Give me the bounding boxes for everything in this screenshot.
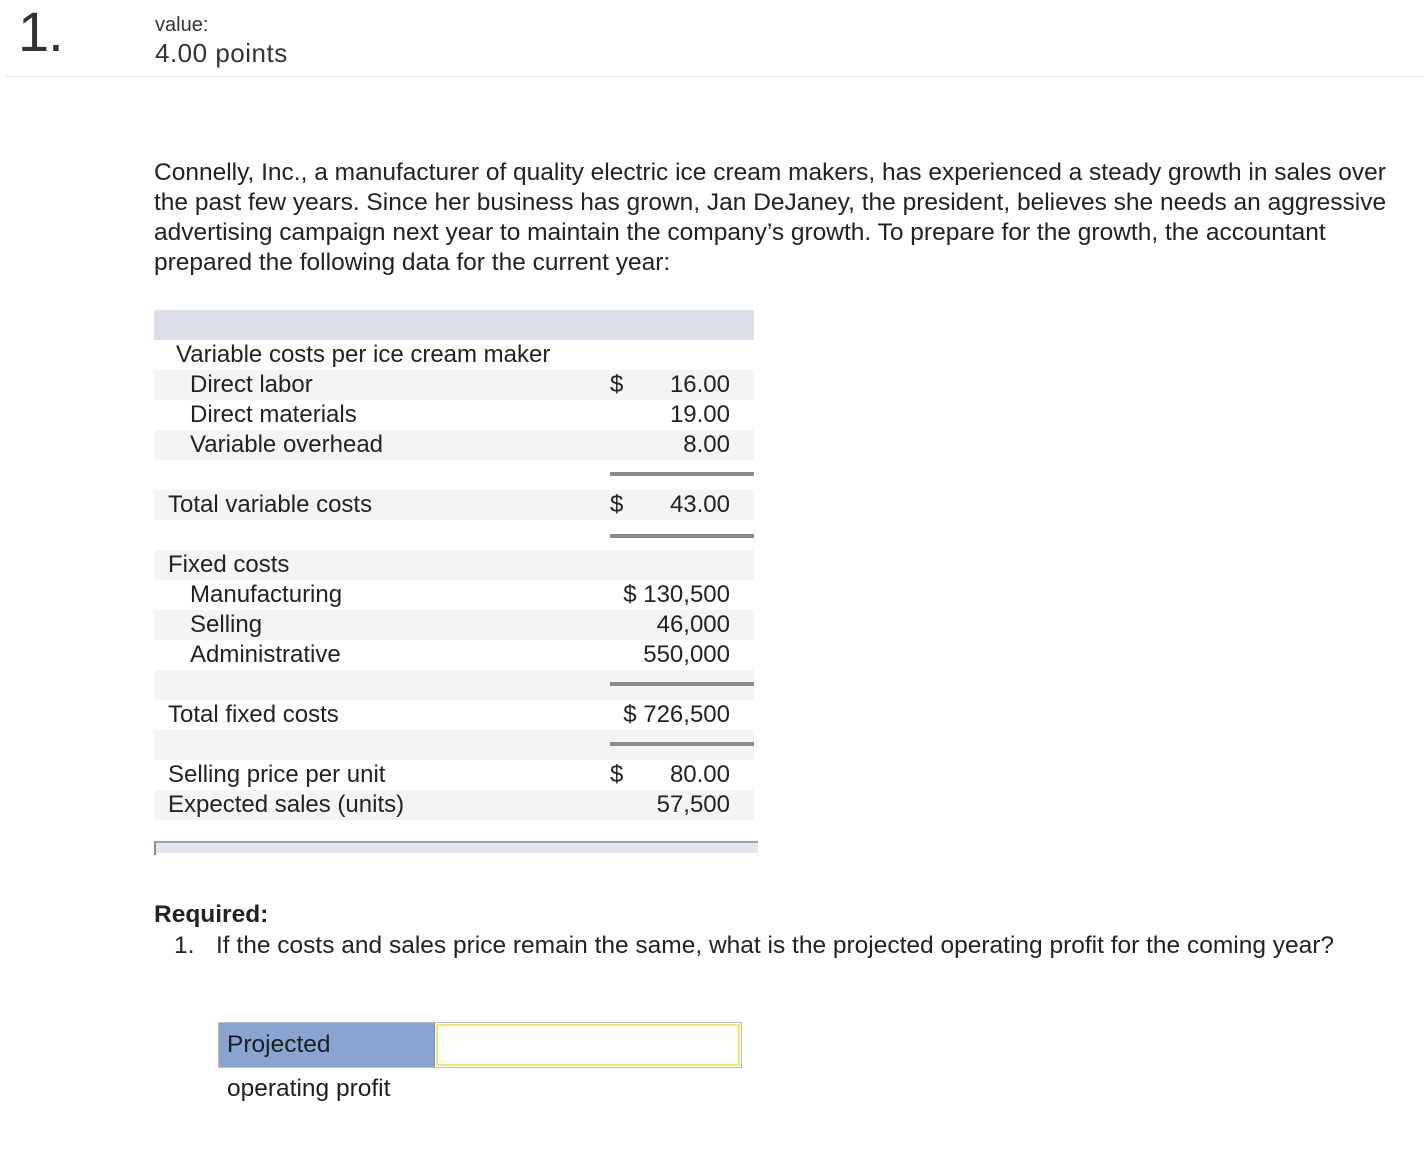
row-amount: 80.00	[669, 761, 730, 788]
currency-symbol: $	[610, 491, 624, 518]
header-divider	[6, 76, 1424, 77]
row-amount: 8.00	[683, 431, 730, 458]
table-row	[154, 370, 754, 400]
table-footer-edge	[154, 841, 156, 855]
row-amount: $ 130,500	[623, 581, 730, 608]
row-label: Manufacturing	[190, 581, 343, 608]
projected-operating-profit-input[interactable]	[436, 1024, 740, 1066]
table-row	[154, 790, 754, 820]
table-row-spacer	[154, 670, 754, 700]
row-amount: 57,500	[656, 791, 730, 818]
row-label: Selling price per unit	[168, 761, 386, 788]
subtotal-rule	[610, 472, 754, 476]
table-row	[154, 700, 754, 730]
table-row-spacer	[154, 730, 754, 760]
table-row	[154, 580, 754, 610]
table-row	[154, 610, 754, 640]
table-footer-band	[154, 841, 758, 853]
row-label: Expected sales (units)	[168, 791, 405, 818]
required-item-text: If the costs and sales price remain the same, what is the projected operating profit for the coming year?	[216, 932, 1335, 959]
row-label: Direct materials	[190, 401, 357, 428]
table-row	[154, 550, 754, 580]
row-label: Total fixed costs	[168, 701, 339, 728]
row-label: Direct labor	[190, 371, 313, 398]
row-amount: $ 726,500	[623, 701, 730, 728]
variable-costs-heading: Variable costs per ice cream maker	[176, 341, 551, 368]
value-label: value:	[155, 14, 209, 36]
subtotal-rule	[610, 682, 754, 686]
table-row	[154, 400, 754, 430]
answer-row	[218, 1022, 742, 1102]
total-rule	[610, 742, 754, 746]
question-number: 1.	[18, 0, 63, 63]
row-label: Total variable costs	[168, 491, 373, 518]
table-header-band	[154, 310, 754, 340]
row-label: Administrative	[190, 641, 341, 668]
table-row-spacer	[154, 520, 754, 550]
problem-statement: Connelly, Inc., a manufacturer of quality electric ice cream makers, has experienced a steady growth in sales over the past few years. Since her business has grown, Jan DeJaney, the president, believes she needs an aggressive advertising campaign next year to maintain the company’s growth. To prepare for the growth, the accountant prepared the following data for the current year:	[154, 159, 1387, 276]
currency-symbol: $	[610, 761, 624, 788]
total-rule	[610, 534, 754, 538]
cost-data-table	[154, 310, 754, 820]
table-row	[154, 490, 754, 520]
row-amount: 19.00	[669, 401, 730, 428]
row-label: Selling	[190, 611, 263, 638]
row-amount: 550,000	[643, 641, 730, 668]
required-item-number: 1.	[174, 932, 195, 959]
table-row-spacer	[154, 460, 754, 490]
points-value: 4.00 points	[155, 38, 288, 68]
currency-symbol: $	[610, 371, 624, 398]
table-row	[154, 430, 754, 460]
fixed-costs-heading: Fixed costs	[168, 551, 290, 578]
row-label: Variable overhead	[190, 431, 384, 458]
answer-label: Projected operating profit	[219, 1023, 435, 1067]
required-heading: Required:	[154, 901, 269, 928]
row-amount: 16.00	[669, 371, 730, 398]
row-amount: 46,000	[656, 611, 730, 638]
table-row	[154, 640, 754, 670]
table-row	[154, 340, 754, 370]
table-row	[154, 760, 754, 790]
row-amount: 43.00	[669, 491, 730, 518]
